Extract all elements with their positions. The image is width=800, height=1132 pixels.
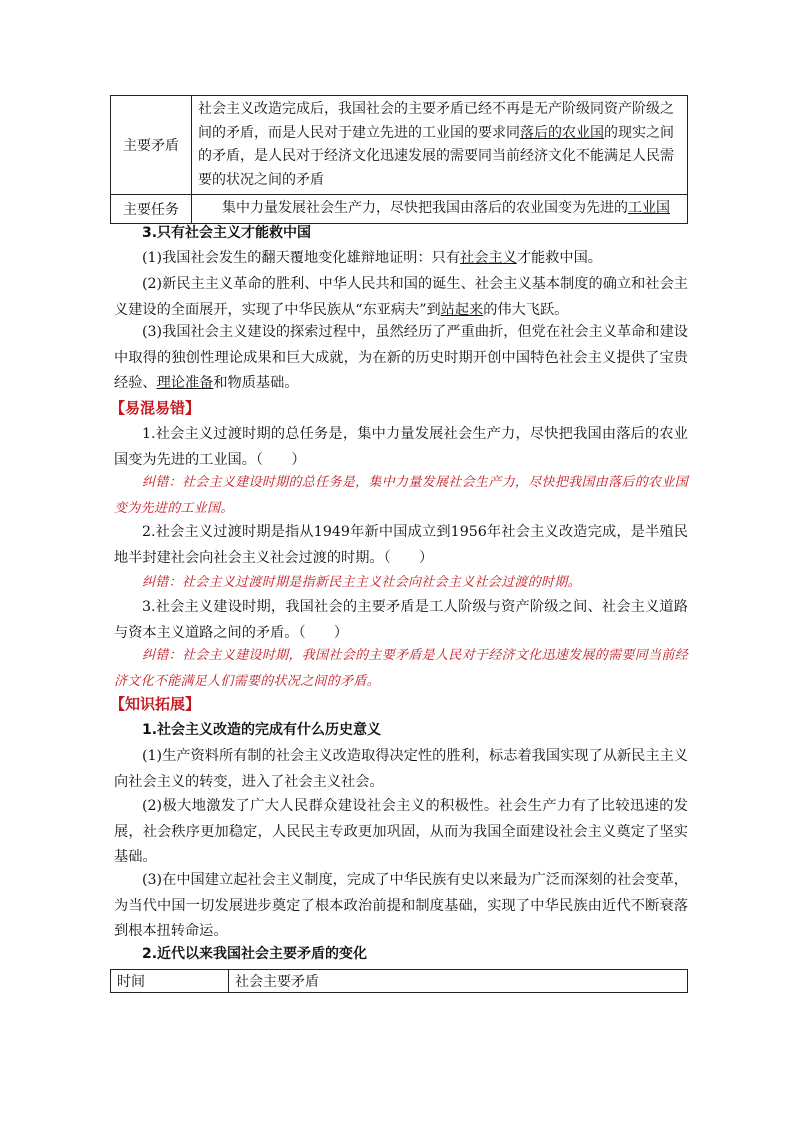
row-label: 主要任务 — [111, 195, 192, 224]
table-header-row — [111, 970, 688, 993]
paragraph: (2)极大地激发了广大人民群众建设社会主义的积极性。社会生产力有了比较迅速的发展，社会秩序更加稳定，人民民主专政更加巩固，从而为我国全面建设社会主义奠定了坚实基础。 — [114, 798, 688, 865]
underlined-term: 站起来 — [440, 301, 484, 318]
row-content: 社会主义改造完成后，我国社会的主要矛盾已经不再是无产阶级同资产阶级之间的矛盾，而是人民对于建立先进的工业国的要求同落后的农业国的现实之间的矛盾，是人民对于经济文化迅速发展的需要同当前经济文化不能满足人民需要的状况之间的矛盾 — [192, 96, 688, 195]
section-header-mistakes: 【易混易错】 — [110, 399, 201, 417]
underlined-term: 工业国 — [628, 200, 670, 216]
row-content: 集中力量发展社会生产力，尽快把我国由落后的农业国变为先进的工业国 — [192, 195, 688, 224]
table-row — [111, 96, 688, 195]
section-title: 2.近代以来我国社会主要矛盾的变化 — [142, 946, 368, 962]
underlined-term: 落后的农业国 — [520, 124, 604, 141]
question: 2.社会主义过渡时期是指从1949年新中国成立到1956年社会主义改造完成，是半殖民地半封建社会向社会主义社会过渡的时期。（ ） — [114, 524, 688, 566]
paragraph: (1)生产资料所有制的社会主义改造取得决定性的胜利，标志着我国实现了从新民主主义向社会主义的转变，进入了社会主义社会。 — [114, 748, 688, 790]
question: 1.社会主义过渡时期的总任务是，集中力量发展社会生产力，尽快把我国由落后的农业国变为先进的工业国。（ ） — [114, 426, 688, 468]
column-header: 社会主要矛盾 — [229, 970, 688, 993]
section-title: 1.社会主义改造的完成有什么历史意义 — [142, 722, 382, 738]
contradictions-table — [110, 969, 688, 993]
paragraph: (3)在中国建立起社会主义制度，完成了中华民族有史以来最为广泛而深刻的社会变革，为当代中国一切发展进步奠定了根本政治前提和制度基础，实现了中华民族由近代不断衰落到根本扭转命运。 — [114, 872, 688, 939]
row-label: 主要矛盾 — [111, 96, 192, 195]
paragraph: (1)我国社会发生的翻天覆地变化雄辩地证明：只有社会主义才能救中国。 — [142, 250, 602, 266]
section-header-extension: 【知识拓展】 — [110, 695, 201, 713]
correction: 纠错：社会主义建设时期的总任务是，集中力量发展社会生产力，尽快把我国由落后的农业国变为先进的工业国。 — [114, 475, 688, 516]
underlined-term: 社会主义 — [460, 250, 517, 266]
underlined-term: 理论准备 — [156, 375, 214, 391]
correction: 纠错：社会主义过渡时期是指新民主主义社会向社会主义社会过渡的时期。 — [142, 575, 581, 590]
correction: 纠错：社会主义建设时期，我国社会的主要矛盾是人民对于经济文化迅速发展的需要同当前经济文化不能满足人们需要的状况之间的矛盾。 — [114, 648, 688, 689]
info-table — [110, 95, 688, 224]
table-row — [111, 195, 688, 224]
column-header: 时间 — [111, 970, 229, 993]
question: 3.社会主义建设时期，我国社会的主要矛盾是工人阶级与资产阶级之间、社会主义道路与资本主义道路之间的矛盾。（ ） — [114, 599, 688, 641]
paragraph: (2)新民主主义革命的胜利、中华人民共和国的诞生、社会主义基本制度的确立和社会主义建设的全面展开，实现了中华民族从“东亚病夫”到站起来的伟大飞跃。 — [114, 276, 688, 318]
section-title: 3.只有社会主义才能救中国 — [142, 225, 312, 241]
paragraph: (3)我国社会主义建设的探索过程中，虽然经历了严重曲折，但党在社会主义革命和建设中取得的独创性理论成果和巨大成就，为在新的历史时期开创中国特色社会主义提供了宝贵经验、理论准备和物质基础。 — [114, 324, 688, 391]
